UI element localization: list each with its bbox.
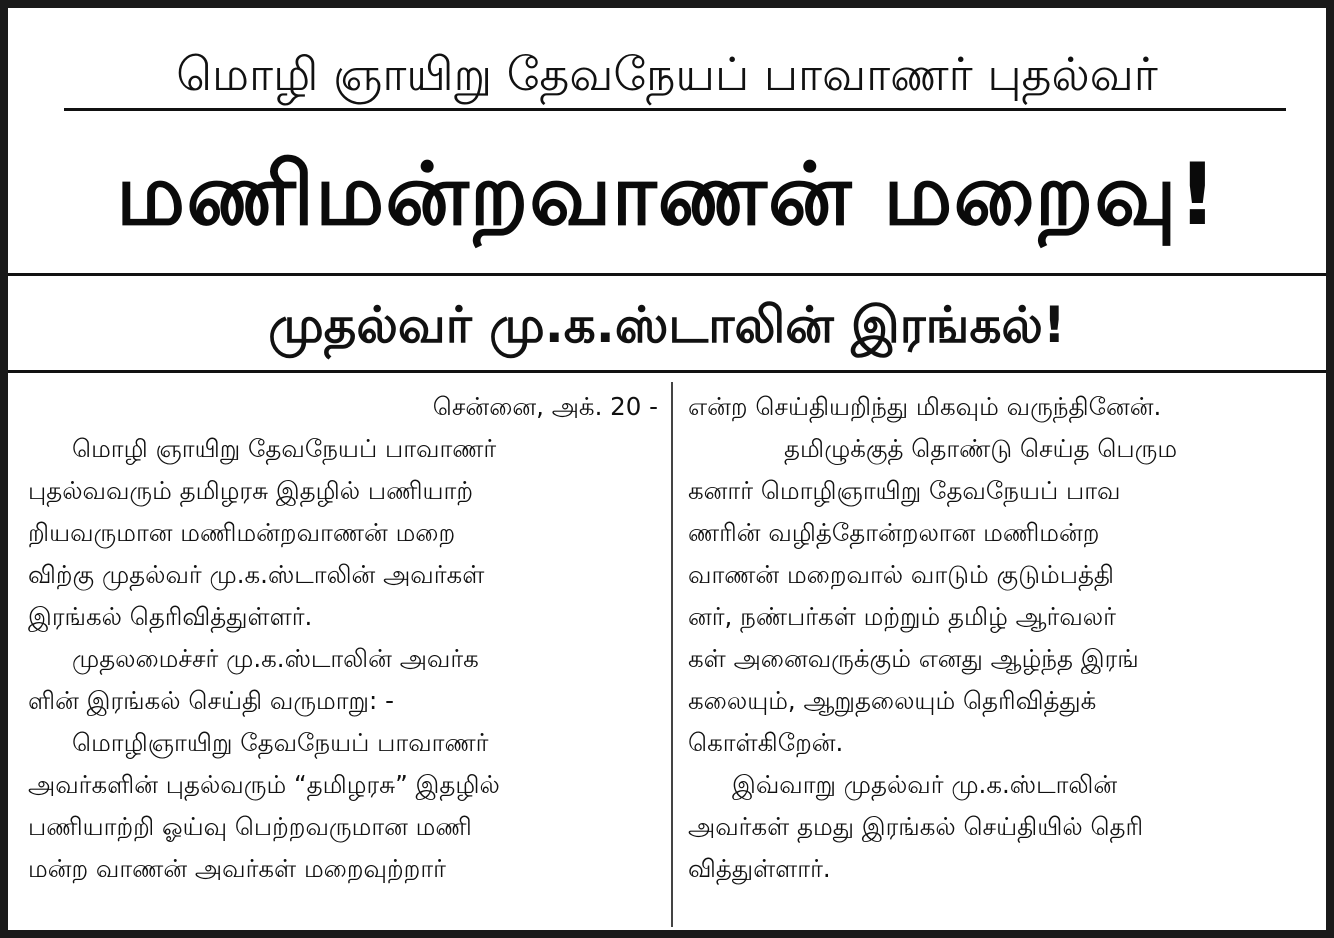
body-line: ணரின் வழித்தோன்றலான மணிமன்ற bbox=[688, 518, 1100, 547]
body-line: வாணன் மறைவால் வாடும் குடும்பத்தி bbox=[688, 560, 1115, 589]
dateline: சென்னை, அக். 20 - bbox=[432, 392, 658, 421]
body-line: என்ற செய்தியறிந்து மிகவும் வருந்தினேன். bbox=[688, 392, 1162, 421]
body-line: கலையும், ஆறுதலையும் தெரிவித்துக் bbox=[688, 686, 1097, 715]
body-line: பணியாற்றி ஓய்வு பெற்றவருமான மணி bbox=[28, 812, 472, 841]
body-line: கொள்கிறேன். bbox=[688, 728, 844, 757]
body-line: முதலமைச்சர் மு.க.ஸ்டாலின் அவர்க bbox=[72, 644, 479, 673]
body-line: தமிழுக்குத் தொண்டு செய்த பெரும bbox=[784, 434, 1178, 463]
divider-bottom bbox=[8, 370, 1326, 373]
column-divider bbox=[671, 382, 673, 927]
body-line: னர், நண்பர்கள் மற்றும் தமிழ் ஆர்வலர் bbox=[688, 602, 1116, 631]
body-line: கள் அனைவருக்கும் எனது ஆழ்ந்த இரங் bbox=[688, 644, 1139, 673]
body-line: அவர்கள் தமது இரங்கல் செய்தியில் தெரி bbox=[688, 812, 1144, 841]
body-line: இவ்வாறு முதல்வர் மு.க.ஸ்டாலின் bbox=[732, 770, 1118, 799]
article-column-left bbox=[28, 386, 658, 890]
body-line: மொழிஞாயிறு தேவநேயப் பாவாணர் bbox=[72, 728, 489, 757]
body-line: மன்ற வாணன் அவர்கள் மறைவுற்றார் bbox=[28, 854, 446, 883]
body-line: புதல்வவரும் தமிழரசு இதழில் பணியாற் bbox=[28, 476, 474, 505]
body-line: றியவருமான மணிமன்றவாணன் மறை bbox=[28, 518, 456, 547]
body-line: கனார் மொழிஞாயிறு தேவநேயப் பாவ bbox=[688, 476, 1121, 505]
kicker-heading: மொழி ஞாயிறு தேவநேயப் பாவாணர் புதல்வர் bbox=[176, 47, 1158, 101]
body-line: விற்கு முதல்வர் மு.க.ஸ்டாலின் அவர்கள் bbox=[28, 560, 485, 589]
article-column-right bbox=[688, 386, 1313, 890]
body-line: வித்துள்ளார். bbox=[688, 854, 831, 883]
subheadline: முதல்வர் மு.க.ஸ்டாலின் இரங்கல்! bbox=[268, 296, 1066, 354]
body-line: மொழி ஞாயிறு தேவநேயப் பாவாணர் bbox=[72, 434, 497, 463]
body-line: இரங்கல் தெரிவித்துள்ளர். bbox=[28, 602, 313, 631]
body-line: ளின் இரங்கல் செய்தி வருமாறு: - bbox=[28, 686, 394, 715]
main-headline: மணிமன்றவாணன் மறைவு! bbox=[116, 145, 1218, 245]
body-line: அவர்களின் புதல்வரும் “தமிழரசு” இதழில் bbox=[28, 770, 500, 799]
divider-top bbox=[8, 273, 1326, 276]
kicker-underline bbox=[64, 108, 1286, 111]
